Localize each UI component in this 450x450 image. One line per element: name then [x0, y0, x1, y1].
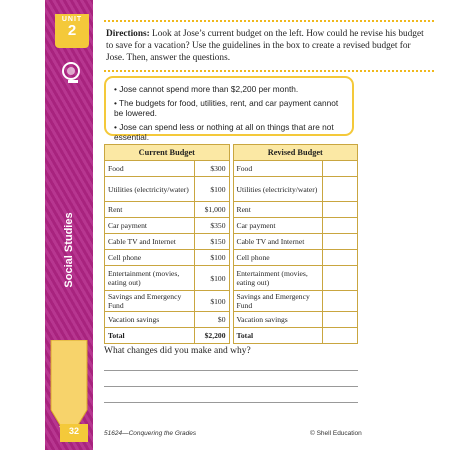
- subject-text: Social Studies: [63, 212, 75, 288]
- current-item: Car payment: [105, 218, 195, 234]
- dotted-divider-bottom: [104, 70, 434, 72]
- total-label: Total: [105, 328, 195, 344]
- current-amount: $100: [194, 250, 229, 266]
- revised-item: Cell phone: [233, 250, 323, 266]
- current-item: Utilities (electricity/water): [105, 177, 195, 202]
- subject-label: [52, 190, 86, 310]
- globe-icon: [62, 62, 80, 80]
- globe-stand-icon: [68, 80, 78, 83]
- table-row: [105, 202, 358, 218]
- footer-publication: 51624—Conquering the Grades: [104, 430, 197, 437]
- unit-tab: [55, 14, 89, 48]
- revised-item: Vacation savings: [233, 312, 323, 328]
- guideline-item: • Jose can spend less or nothing at all on things that are not essential.: [114, 122, 334, 142]
- guideline-item: • The budgets for food, utilities, rent, and car payment cannot be lowered.: [114, 98, 339, 118]
- current-amount: $300: [194, 161, 229, 177]
- revised-item: Food: [233, 161, 323, 177]
- footer-copyright: © Shell Education: [310, 430, 362, 437]
- table-row: [105, 312, 358, 328]
- current-item: Rent: [105, 202, 195, 218]
- table-row: [105, 250, 358, 266]
- revised-item: Entertainment (movies, eating out): [233, 266, 323, 291]
- current-amount: $100: [194, 266, 229, 291]
- unit-number: 2: [67, 22, 77, 39]
- dotted-divider-top: [104, 20, 434, 22]
- revised-amount-input[interactable]: [323, 177, 358, 202]
- table-row: [105, 266, 358, 291]
- table-row: [105, 177, 358, 202]
- current-amount: $0: [194, 312, 229, 328]
- revised-amount-input[interactable]: [323, 291, 358, 312]
- table-row: [105, 218, 358, 234]
- revised-amount-input[interactable]: [323, 202, 358, 218]
- revised-amount-input[interactable]: [323, 234, 358, 250]
- revised-item: Utilities (electricity/water): [233, 177, 323, 202]
- page-number: 32: [68, 426, 79, 436]
- revised-budget-header: Revised Budget: [233, 145, 358, 161]
- revised-amount-input[interactable]: [323, 161, 358, 177]
- revised-item: Car payment: [233, 218, 323, 234]
- guideline-item: • Jose cannot spend more than $2,200 per month.: [114, 84, 299, 94]
- revised-item: Rent: [233, 202, 323, 218]
- answer-line[interactable]: [104, 402, 358, 403]
- revised-item: Savings and Emergency Fund: [233, 291, 323, 312]
- revised-amount-input[interactable]: [323, 266, 358, 291]
- directions-text: Look at Jose’s current budget on the left. How could he revise his budget to save for a vacation? Use the guidelines in the box to create a revised budget for Jose. Then, answer the questions.: [106, 29, 424, 63]
- current-item: Entertainment (movies, eating out): [105, 266, 195, 291]
- current-amount: $150: [194, 234, 229, 250]
- current-item: Vacation savings: [105, 312, 195, 328]
- directions-label: Directions:: [106, 29, 150, 39]
- unit-word: UNIT: [61, 16, 83, 23]
- current-amount: $100: [194, 291, 229, 312]
- current-item: Cell phone: [105, 250, 195, 266]
- answer-line[interactable]: [104, 370, 358, 371]
- current-item: Cable TV and Internet: [105, 234, 195, 250]
- current-amount: $1,000: [194, 202, 229, 218]
- answer-line[interactable]: [104, 386, 358, 387]
- directions: [106, 28, 428, 64]
- current-item: Food: [105, 161, 195, 177]
- table-row: [105, 234, 358, 250]
- question-prompt: What changes did you make and why?: [104, 346, 251, 356]
- current-budget-header: Current Budget: [105, 145, 230, 161]
- total-amount: $2,200: [194, 328, 229, 344]
- current-item: Savings and Emergency Fund: [105, 291, 195, 312]
- table-row: [105, 291, 358, 312]
- revised-amount-input[interactable]: [323, 312, 358, 328]
- current-amount: $350: [194, 218, 229, 234]
- guidelines-box: [104, 76, 354, 142]
- table-total-row: [105, 328, 358, 344]
- revised-total-label: Total: [233, 328, 323, 344]
- table-header-row: [105, 145, 358, 161]
- current-amount: $100: [194, 177, 229, 202]
- revised-total-input[interactable]: [323, 328, 358, 344]
- revised-amount-input[interactable]: [323, 218, 358, 234]
- revised-item: Cable TV and Internet: [233, 234, 323, 250]
- budget-table: [104, 144, 358, 344]
- revised-amount-input[interactable]: [323, 250, 358, 266]
- table-row: [105, 161, 358, 177]
